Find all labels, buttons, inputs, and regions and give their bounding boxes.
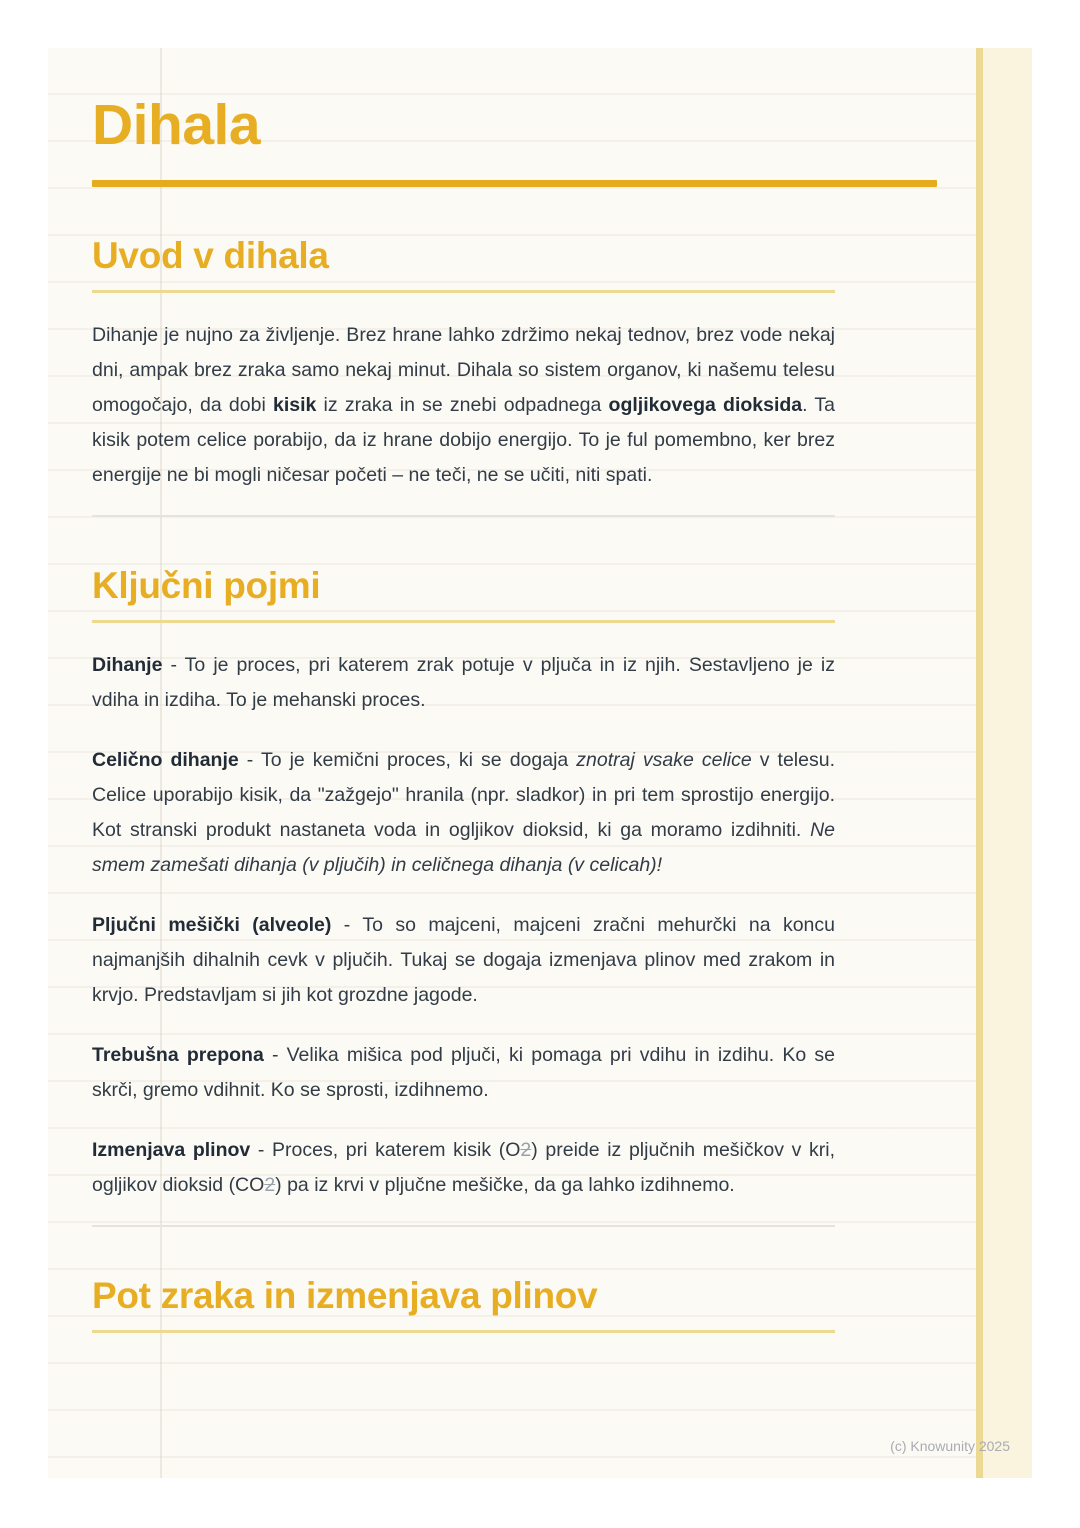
section-divider bbox=[92, 515, 835, 517]
notes-page bbox=[48, 48, 1032, 1478]
struck-subscript: 2 bbox=[520, 1139, 532, 1161]
section-heading: Uvod v dihala bbox=[92, 235, 329, 276]
text-run: iz zraka in se znebi odpadnega bbox=[316, 394, 609, 416]
text-run: . Ta kisik potem celice porabijo, da iz hrane dobijo energijo. To je ful pomembno, ker brez energije ne bi mogli ničesar početi – ne teči, ne se učiti, niti spati. bbox=[92, 394, 836, 486]
paragraph bbox=[92, 1133, 835, 1203]
content bbox=[92, 48, 835, 1333]
term-bold: kisik bbox=[272, 394, 317, 416]
text-run: - Proces, pri katerem kisik (O bbox=[250, 1139, 521, 1161]
paragraph bbox=[92, 1038, 835, 1108]
text-run: ) preide iz pljučnih mešičkov v kri, ogljikov dioksid (CO bbox=[92, 1139, 835, 1196]
sections-container bbox=[92, 233, 835, 1333]
text-run: ) pa iz krvi v pljučne mešičke, da ga lahko izdihnemo. bbox=[275, 1174, 735, 1196]
paragraph bbox=[92, 743, 835, 883]
paragraph bbox=[92, 648, 835, 718]
copyright-footer: (c) Knowunity 2025 bbox=[890, 1438, 1010, 1454]
struck-subscript: 2 bbox=[264, 1174, 276, 1196]
text-run: - To so majceni, majceni zračni mehurčki na koncu najmanjših dihalnih cevk v pljučih. Tukaj se dogaja izmenjava plinov med zrakom in krvjo. Predstavljam si jih kot grozdne jagode. bbox=[92, 914, 835, 1006]
heading-underline bbox=[92, 290, 835, 293]
term-bold: Celično dihanje bbox=[92, 749, 239, 771]
section-heading: Ključni pojmi bbox=[92, 565, 321, 606]
paragraph bbox=[92, 318, 835, 493]
heading-underline bbox=[92, 620, 835, 623]
term-bold: Pljučni mešički (alveole) bbox=[92, 914, 332, 936]
text-run: - Velika mišica pod pljuči, ki pomaga pri vdihu in izdihu. Ko se skrči, gremo vdihnit. Ko se sprosti, izdihnemo. bbox=[92, 1044, 835, 1101]
text-run: - To je kemični proces, ki se dogaja bbox=[238, 749, 577, 771]
text-run: - To je proces, pri katerem zrak potuje v pljuča in iz njih. Sestavljeno je iz vdiha in izdiha. To je mehanski proces. bbox=[92, 654, 835, 711]
section-heading: Pot zraka in izmenjava plinov bbox=[92, 1275, 598, 1316]
heading-underline bbox=[92, 1330, 835, 1333]
right-accent-band bbox=[976, 48, 1032, 1478]
section-divider bbox=[92, 1225, 835, 1227]
emphasis-italic: znotraj vsake celice bbox=[576, 749, 752, 771]
emphasis-italic: Ne smem zamešati dihanja (v pljučih) in celičnega dihanja (v celicah)! bbox=[92, 819, 835, 876]
page-title: Dihala bbox=[92, 93, 261, 157]
text-run: v telesu. Celice uporabijo kisik, da "zažgejo" hranila (npr. sladkor) in pri tem sprostijo energijo. Kot stranski produkt nastaneta voda in ogljikov dioksid, ki ga moramo izdihniti. bbox=[92, 749, 835, 841]
term-bold: Dihanje bbox=[92, 654, 163, 676]
term-bold: ogljikovega dioksida bbox=[608, 394, 803, 416]
text-run: Dihanje je nujno za življenje. Brez hrane lahko zdržimo nekaj tednov, brez vode nekaj dni, ampak brez zraka samo nekaj minut. Dihala so sistem organov, ki našemu telesu omogočajo, da dobi bbox=[92, 324, 835, 416]
paragraph bbox=[92, 908, 835, 1013]
term-bold: Izmenjava plinov bbox=[92, 1139, 251, 1161]
title-rule bbox=[92, 180, 937, 187]
term-bold: Trebušna prepona bbox=[92, 1044, 264, 1066]
